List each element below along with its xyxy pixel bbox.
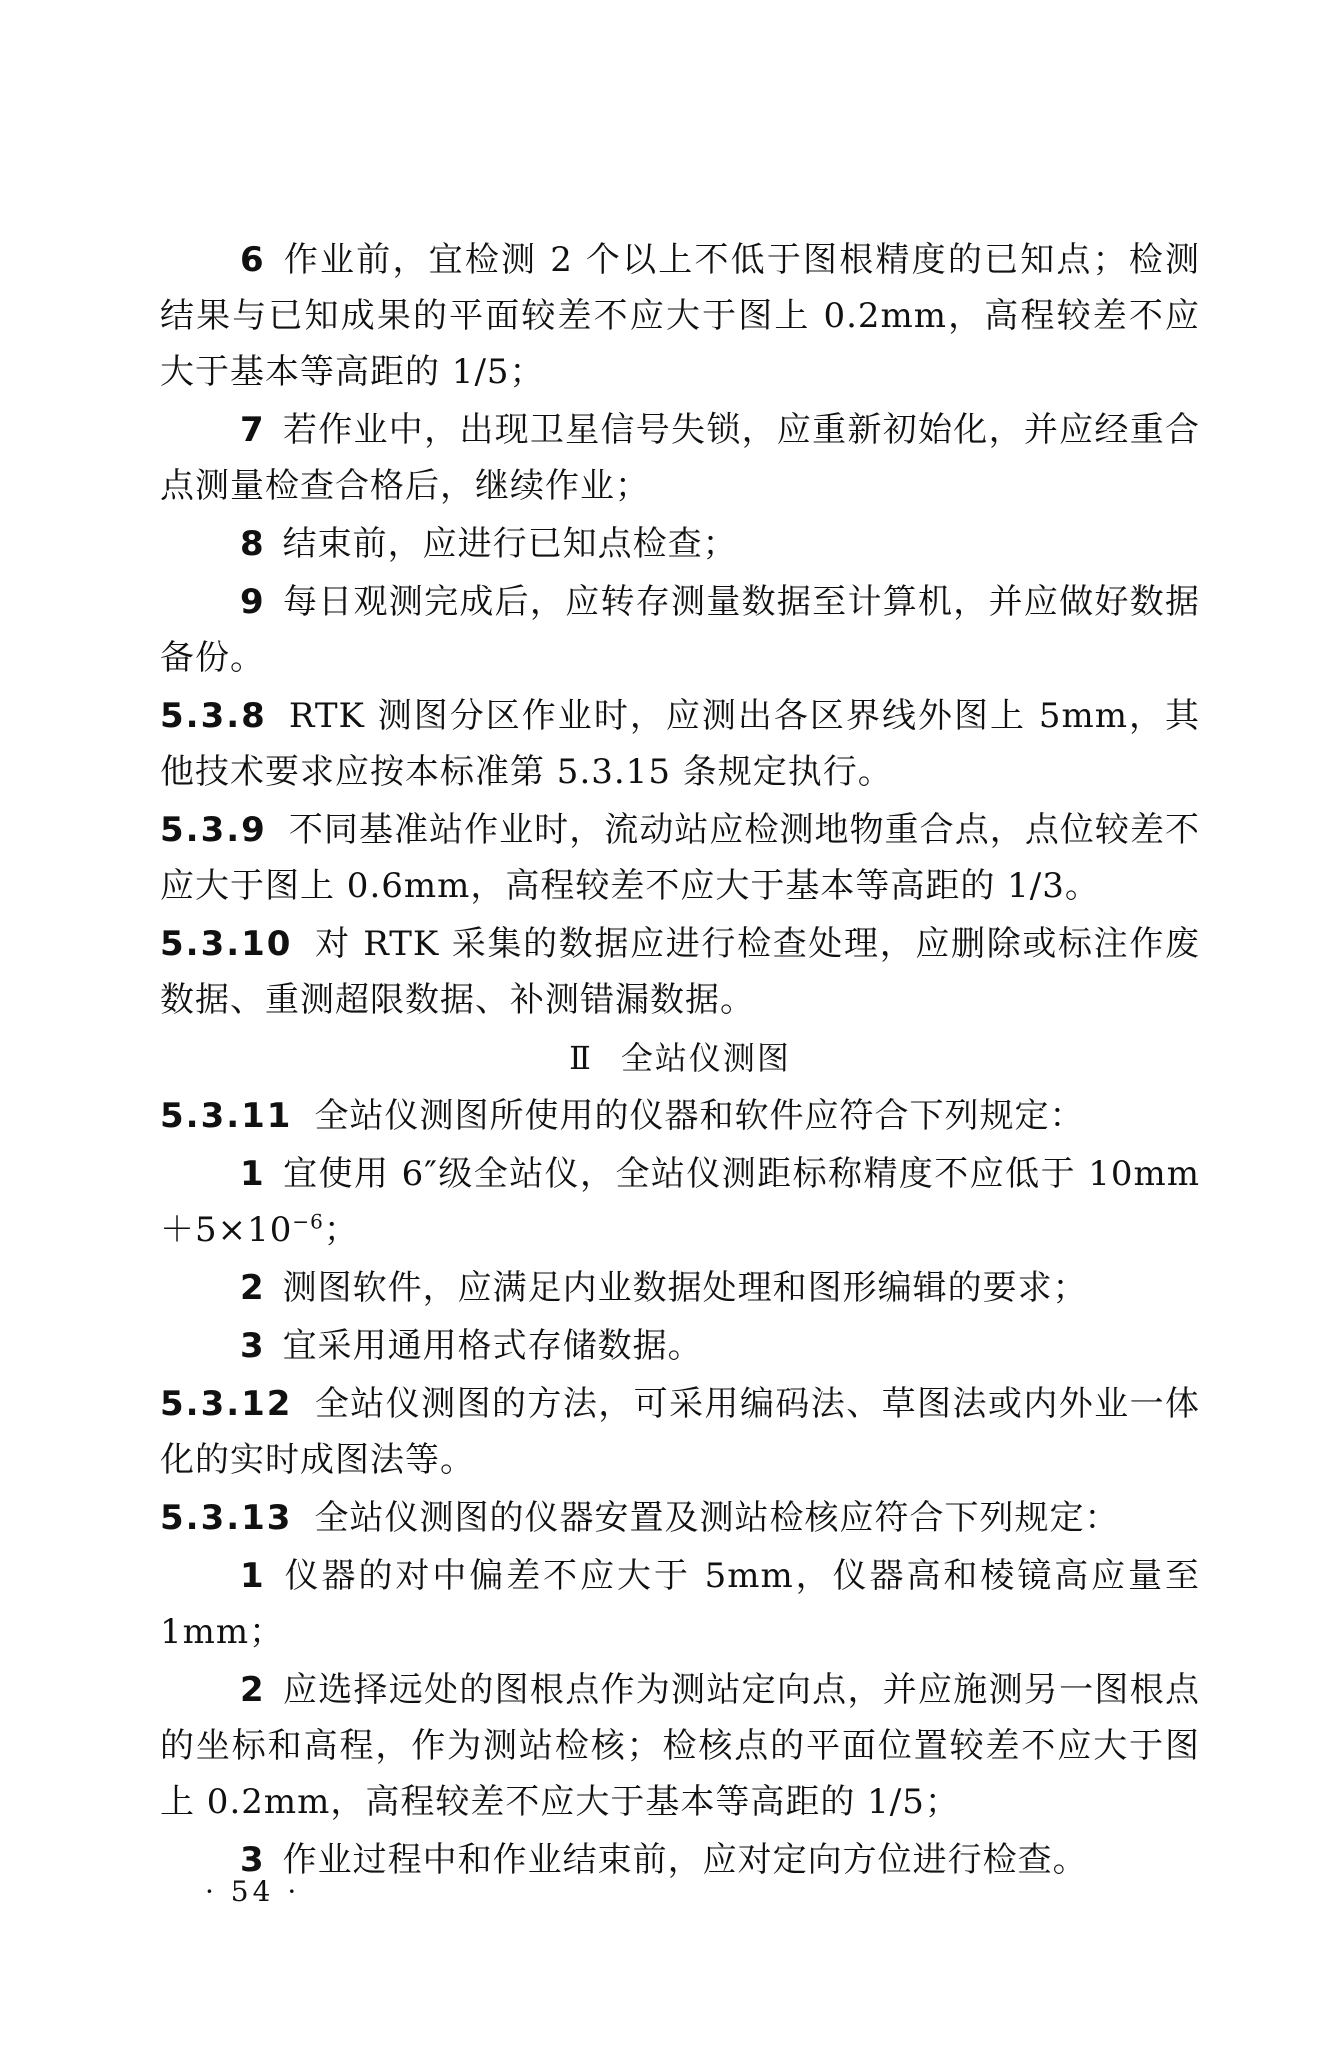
section-5-3-8	[160, 688, 1200, 800]
subheading	[160, 1030, 1200, 1086]
item-8	[160, 516, 1200, 572]
item-text-end: ；	[323, 1210, 359, 1250]
item-number: 1	[240, 1556, 265, 1596]
section-text: RTK 测图分区作业时，应测出各区界线外图上 5mm，其他技术要求应按本标准第 5.3.15 条规定执行。	[160, 696, 1200, 792]
item-2-software	[160, 1260, 1200, 1316]
item-number: 3	[240, 1840, 265, 1880]
item-1-instrument	[160, 1146, 1200, 1258]
item-text: 应选择远处的图根点作为测站定向点，并应施测另一图根点的坐标和高程，作为测站检核；检核点的平面位置较差不应大于图上 0.2mm，高程较差不应大于基本等高距的 1/5；	[160, 1670, 1200, 1822]
item-9	[160, 574, 1200, 686]
item-number: 2	[240, 1268, 265, 1308]
item-number: 6	[240, 240, 265, 280]
item-7	[160, 402, 1200, 514]
page-number: · 54 ·	[205, 1875, 301, 1908]
item-number: 1	[240, 1154, 265, 1194]
section-text: 对 RTK 采集的数据应进行检查处理，应删除或标注作废数据、重测超限数据、补测错漏数据。	[160, 924, 1200, 1020]
section-text: 全站仪测图的方法，可采用编码法、草图法或内外业一体化的实时成图法等。	[160, 1384, 1200, 1480]
item-text: 仪器的对中偏差不应大于 5mm，仪器高和棱镜高应量至 1mm；	[160, 1556, 1200, 1652]
subheading-title: 全站仪测图	[620, 1039, 791, 1077]
section-text: 全站仪测图的仪器安置及测站检核应符合下列规定：	[314, 1498, 1120, 1538]
item-text: 作业前，宜检测 2 个以上不低于图根精度的已知点；检测结果与已知成果的平面较差不应大于图上 0.2mm，高程较差不应大于基本等高距的 1/5；	[160, 240, 1200, 392]
section-5-3-9	[160, 802, 1200, 914]
item-number: 7	[240, 410, 265, 450]
item-1-centering	[160, 1548, 1200, 1660]
item-text: 宜使用 6″级全站仪，全站仪测距标称精度不应低于 10mm＋5×10	[160, 1154, 1200, 1250]
item-6	[160, 232, 1200, 400]
item-text: 宜采用通用格式存储数据。	[282, 1326, 703, 1366]
section-text: 不同基准站作业时，流动站应检测地物重合点，点位较差不应大于图上 0.6mm，高程较差不应大于基本等高距的 1/3。	[160, 810, 1200, 906]
superscript: −6	[292, 1209, 324, 1234]
item-number: 9	[240, 582, 265, 622]
section-5-3-12	[160, 1376, 1200, 1488]
section-number: 5.3.9	[160, 810, 267, 850]
item-number: 2	[240, 1670, 265, 1710]
item-2-orientation	[160, 1662, 1200, 1830]
item-text: 测图软件，应满足内业数据处理和图形编辑的要求；	[282, 1268, 1088, 1308]
section-number: 5.3.13	[160, 1498, 293, 1538]
section-number: 5.3.11	[160, 1096, 293, 1136]
section-text: 全站仪测图所使用的仪器和软件应符合下列规定：	[314, 1096, 1085, 1136]
item-number: 3	[240, 1326, 265, 1366]
section-5-3-10	[160, 916, 1200, 1028]
section-number: 5.3.12	[160, 1384, 293, 1424]
item-3-check	[160, 1832, 1200, 1888]
section-number: 5.3.8	[160, 696, 267, 736]
section-5-3-11	[160, 1088, 1200, 1144]
item-number: 8	[240, 524, 265, 564]
item-3-format	[160, 1318, 1200, 1374]
section-number: 5.3.10	[160, 924, 293, 964]
item-text: 若作业中，出现卫星信号失锁，应重新初始化，并应经重合点测量检查合格后，继续作业；	[160, 410, 1200, 506]
subheading-roman: Ⅱ	[569, 1039, 593, 1077]
section-5-3-13	[160, 1490, 1200, 1546]
item-text: 作业过程中和作业结束前，应对定向方位进行检查。	[282, 1840, 1088, 1880]
item-text: 每日观测完成后，应转存测量数据至计算机，并应做好数据备份。	[160, 582, 1200, 678]
item-text: 结束前，应进行已知点检查；	[282, 524, 738, 564]
document-body	[160, 232, 1200, 1890]
